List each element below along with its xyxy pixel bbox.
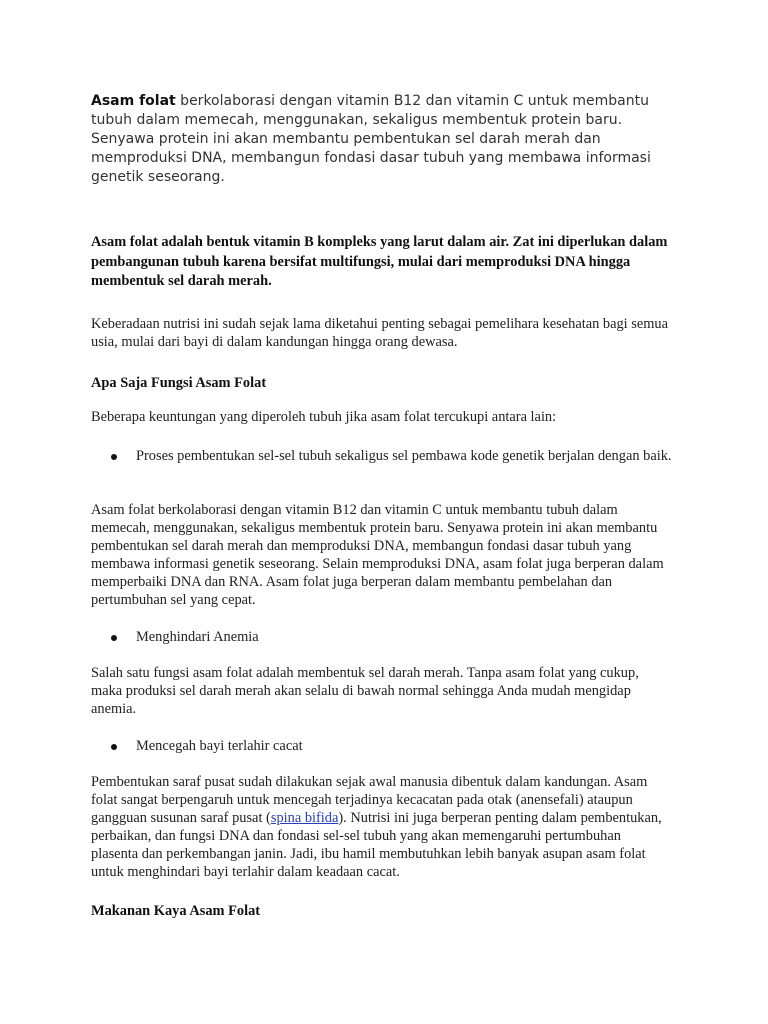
heading-fungsi-asam-folat: Apa Saja Fungsi Asam Folat [91,375,267,391]
bullet-text: Mencegah bayi terlahir cacat [136,738,303,754]
bullet-text: Menghindari Anemia [136,629,259,645]
bullet-icon [111,454,117,460]
paragraph-saraf-pusat [91,773,671,881]
bullet-item-bayi-cacat [136,737,676,755]
bullet-text: Proses pembentukan sel-sel tubuh sekaligus sel pembawa kode genetik berjalan dengan baik. [136,448,672,464]
bullet-icon [111,744,117,750]
spina-bifida-link[interactable]: spina bifida [270,810,339,826]
intro-bold-term: Asam folat [91,93,176,109]
paragraph-text-after-link: ). Nutrisi ini juga berperan penting dalam pembentukan, perbaikan, dan fungsi DNA dan fondasi sel-sel tubuh yang akan memengaruhi pertumbuhan plasenta dan perkembangan janin. Jadi, ibu hamil membutuhkan lebih banyak asupan asam folat untuk menghindari bayi terlahir dalam keadaan cacat. [91,810,662,880]
heading-makanan-kaya-asam-folat: Makanan Kaya Asam Folat [91,903,261,919]
paragraph-keuntungan: Beberapa keuntungan yang diperoleh tubuh jika asam folat tercukupi antara lain: [91,409,557,425]
paragraph-keberadaan: Keberadaan nutrisi ini sudah sejak lama diketahui penting sebagai pemelihara kesehatan bagi semua usia, mulai dari bayi di dalam kandungan hingga orang dewasa. [91,316,669,350]
intro-text: berkolaborasi dengan vitamin B12 dan vitamin C untuk membantu tubuh dalam memecah, menggunakan, sekaligus membentuk protein baru. Senyawa protein ini akan membantu pembentukan sel darah merah dan memproduksi DNA, membangun fondasi dasar tubuh yang membawa informasi genetik seseorang. [91,93,651,185]
bullet-item-anemia [136,628,676,646]
paragraph-sel-darah-merah: Salah satu fungsi asam folat adalah membentuk sel darah merah. Tanpa asam folat yang cukup, maka produksi sel darah merah akan selalu di bawah normal sehingga Anda mudah mengidap anemia. [91,665,639,717]
intro-paragraph [91,92,671,187]
lead-paragraph: Asam folat adalah bentuk vitamin B kompleks yang larut dalam air. Zat ini diperlukan dalam pembangunan tubuh karena bersifat multifungsi, mulai dari memproduksi DNA hingga membentuk sel darah merah. [91,234,668,289]
paragraph-text-before-link: Pembentukan saraf pusat sudah dilakukan sejak awal manusia dibentuk dalam kandungan. Asam folat sangat berpengaruh untuk mencegah terjadinya kecacatan pada otak (anensefali) ataupun gangguan susunan saraf pusat ( [91,774,648,826]
paragraph-kolaborasi: Asam folat berkolaborasi dengan vitamin B12 dan vitamin C untuk membantu tubuh dalam memecah, menggunakan, sekaligus membentuk protein baru. Senyawa protein ini akan membantu pembentukan sel darah merah dan memproduksi DNA, membangun fondasi dasar tubuh yang membawa informasi genetik seseorang. Selain memproduksi DNA, asam folat juga berperan dalam memperbaiki DNA dan RNA. Asam folat juga berperan dalam membantu pembelahan dan pertumbuhan sel yang cepat. [91,502,664,608]
bullet-item-pembentukan-sel [136,447,676,465]
bullet-icon [111,635,117,641]
